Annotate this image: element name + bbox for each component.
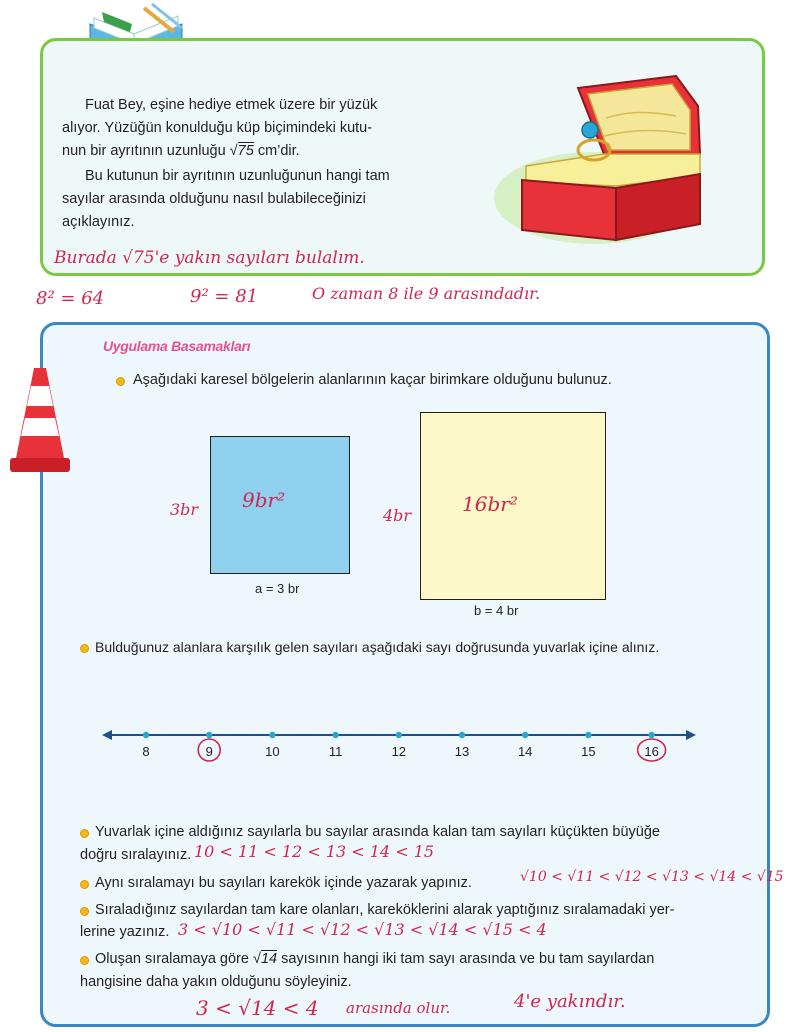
number-line-point [332,732,338,738]
number-line-point [648,732,654,738]
question-1-line1: Yuvarlak içine aldığınız sayılarla bu sayılar arasında kalan tam sayıları küçükten büyüğe [95,824,660,840]
number-line-point [396,732,402,738]
number-line-tick-label: 12 [391,744,407,759]
traffic-cone-icon [8,362,72,480]
number-line-tick-label: 11 [328,744,343,759]
problem-line-text: cm’dir. [257,143,300,159]
hand-answer-2c: O zaman 8 ile 9 arasındadır. [312,284,541,303]
question-4-hand-b: arasında olur. [346,999,451,1017]
problem-line-text: nun bir ayrıtının uzunluğu [62,143,226,159]
question-1-line2: doğru sıralayınız. [80,847,192,863]
bullet-icon [116,377,125,386]
bullet-icon [80,907,89,916]
number-line-point [269,732,275,738]
radicand: 75 [237,143,254,159]
number-line-right-arrow [686,730,696,740]
number-line-point [206,732,212,738]
square-a-side-label: a = 3 br [255,581,300,596]
problem-line [62,140,440,163]
number-line-tick-label: 16 [644,744,659,759]
question-4-line1 [95,949,654,970]
square-a-hand-area: 9br² [242,488,286,512]
question-3-line2: lerine yazınız. [80,924,170,940]
question-3-hand: 3 < √10 < √11 < √12 < √13 < √14 < √15 < 4 [178,920,547,939]
radicand: 14 [260,951,278,967]
square-b-hand-area: 16br² [462,492,518,516]
number-line-point [522,732,528,738]
problem-line: sayılar arasında olduğunu nasıl bulabileceğinizi [62,191,366,207]
number-line-tick-label: 10 [265,744,280,759]
question-1-hand: 10 < 11 < 12 < 13 < 14 < 15 [194,842,435,861]
section-title: Uygulama Basamakları [103,338,251,354]
square-b-hand-side: 4br [383,506,412,525]
number-line [100,718,700,768]
problem-line: Fuat Bey, eşine hediye etmek üzere bir yüzük [85,97,378,113]
number-line-left-arrow [102,730,112,740]
problem-line: alıyor. Yüzüğün konulduğu küp biçimindeki kutu- [62,120,373,136]
question-2-hand: √10 < √11 < √12 < √13 < √14 < √15 [520,869,784,885]
question-3-line1: Sıraladığınız sayılardan tam kare olanları, kareköklerini alarak yaptığınız sıralamadaki yer- [95,902,675,918]
hand-answer-1: Burada √75'e yakın sayıları bulalım. [54,248,365,268]
number-line-tick-label: 8 [142,744,150,759]
hand-answer-2a: 8² = 64 [36,288,105,309]
question-4-hand-c: 4'e yakındır. [514,991,626,1012]
number-line-tick-label: 14 [517,744,533,759]
number-line-tick-label: 9 [205,744,213,759]
instruction-1: Aşağıdaki karesel bölgelerin alanlarının kaçar birimkare olduğunu bulunuz. [133,372,612,388]
bullet-icon [80,829,89,838]
square-a-hand-side: 3br [170,500,199,519]
number-line-tick-label: 15 [581,744,596,759]
bullet-icon [80,880,89,889]
problem-line: açıklayınız. [62,214,135,230]
bullet-icon [80,956,89,965]
ring-box-illustration [486,58,716,248]
question-4-text: Oluşan sıralamaya göre [95,951,249,967]
question-4-line2: hangisine daha yakın olduğunu söyleyiniz. [80,974,352,990]
question-2: Aynı sıralamayı bu sayıları karekök içinde yazarak yapınız. [95,875,472,891]
sqrt-expression: √75 [229,143,254,159]
number-line-point [459,732,465,738]
question-4-text: sayısının hangi iki tam sayı arasında ve bu tam sayılardan [281,951,655,967]
problem-line: Bu kutunun bir ayrıtının uzunluğunun hangi tam [85,168,390,184]
number-line-point [143,732,149,738]
number-line-point [585,732,591,738]
hand-answer-2b: 9² = 81 [190,286,259,307]
bullet-icon [80,644,89,653]
square-b-side-label: b = 4 br [474,603,519,618]
number-line-tick-label: 13 [454,744,470,759]
instruction-2: Bulduğunuz alanlara karşılık gelen sayıları aşağıdaki sayı doğrusunda yuvarlak içine alınız. [95,639,660,655]
sqrt-expression: √14 [252,951,278,967]
question-4-hand-a: 3 < √14 < 4 [196,996,319,1020]
problem-text [62,94,440,234]
